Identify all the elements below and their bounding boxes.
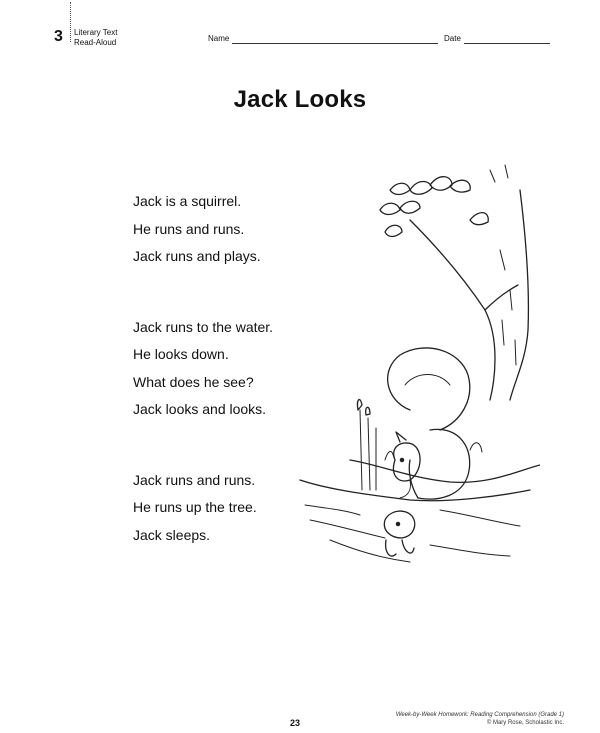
footer-credit bbox=[396, 711, 564, 727]
poem bbox=[133, 188, 273, 592]
poem-line: Jack runs and plays. bbox=[133, 248, 261, 264]
section-label bbox=[74, 28, 117, 48]
stanza-1 bbox=[133, 188, 273, 271]
poem-line: Jack is a squirrel. bbox=[133, 193, 242, 209]
poem-line: Jack runs to the water. bbox=[133, 318, 274, 335]
page-number: 23 bbox=[290, 718, 301, 728]
poem-line: Jack looks and looks. bbox=[133, 401, 267, 417]
section-label-line1: Literary Text bbox=[74, 28, 118, 37]
poem-line: He looks down. bbox=[133, 346, 229, 362]
week-number: 3 bbox=[54, 28, 63, 45]
poem-line: Jack sleeps. bbox=[133, 526, 211, 543]
poem-line: What does he see? bbox=[133, 373, 254, 390]
worksheet-header bbox=[0, 0, 600, 60]
book-title: Week-by-Week Homework: Reading Comprehension (Grade 1) bbox=[395, 712, 564, 718]
page-title: Jack Looks bbox=[233, 86, 367, 113]
poem-line: He runs up the tree. bbox=[133, 499, 257, 515]
poem-line: Jack runs and runs. bbox=[133, 471, 256, 488]
date-field[interactable] bbox=[464, 43, 550, 44]
poem-line: He runs and runs. bbox=[133, 220, 245, 237]
header-divider bbox=[70, 2, 71, 42]
copyright: © Mary Rose, Scholastic Inc. bbox=[486, 720, 564, 726]
section-label-line2: Read-Aloud bbox=[74, 38, 117, 47]
stanza-2 bbox=[133, 314, 273, 424]
name-field[interactable] bbox=[232, 43, 438, 44]
squirrel-tree-pond-drawing-icon bbox=[290, 160, 540, 590]
name-label: Name bbox=[208, 34, 230, 43]
stanza-3 bbox=[133, 467, 273, 550]
date-label: Date bbox=[444, 34, 461, 43]
